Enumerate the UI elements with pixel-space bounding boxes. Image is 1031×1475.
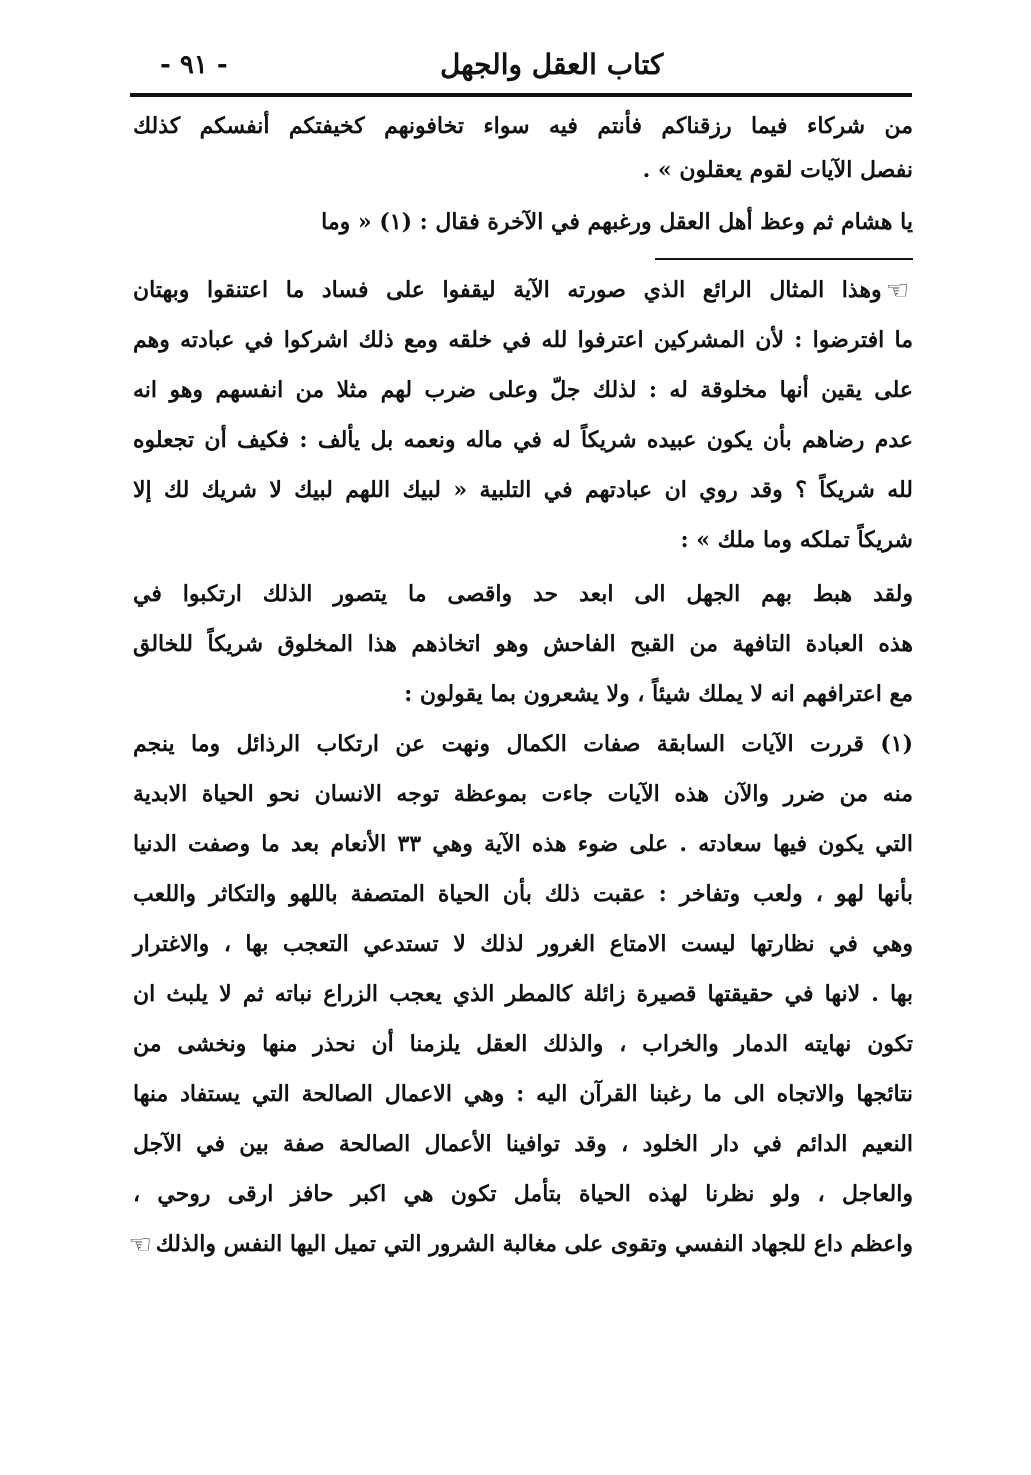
note-line: والعاجل ، ولو نظرنا لهذه الحياة بتأمل تكون هي اكبر حافز ارقى روحي ، xyxy=(133,1181,913,1207)
note-line: بها . لانها في حقيقتها قصيرة زائلة كالمطر الذي يعجب الزراع نباته ثم لا يلبث ان xyxy=(133,981,913,1007)
note-line: بأنها لهو ، ولعب وتفاخر : عقبت ذلك بأن الحياة المتصفة باللهو والتكاثر واللعب xyxy=(133,881,913,907)
note-line: هذه العبادة التافهة من القبح الفاحش وهو اتخاذهم هذا المخلوق شريكاً للخالق xyxy=(133,631,913,657)
header-rule xyxy=(130,93,912,97)
note-line: لله شريكاً ؟ وقد روي ان عبادتهم في التلبية « لبيك اللهم لبيك لا شريك لك إلا xyxy=(133,477,913,503)
note-line: تكون نهايته الدمار والخراب ، والذلك العقل يلزمنا أن نحذر منها ونخشى من xyxy=(133,1031,913,1057)
page-header xyxy=(130,44,910,90)
note-line-text: وهذا المثال الرائع الذي صورته الآية ليقفوا على فساد ما اعتنقوا وبهتان xyxy=(133,277,882,303)
footnote-rule xyxy=(655,258,913,260)
main-text-line: نفصل الآيات لقوم يعقلون » . xyxy=(642,157,913,183)
note-line-text: واعظم داع للجهاد النفسي وتقوى على مغالبة الشرور التي تميل اليها النفس والذلك xyxy=(155,1231,913,1257)
pointing-hand-icon: ☜ xyxy=(885,276,909,306)
note-line: ما افترضوا : لأن المشركين اعترفوا لله في خلقه ومع ذلك اشركوا في عبادته وهم xyxy=(133,327,913,353)
note-line xyxy=(128,1226,913,1266)
page-number: - ٩١ - xyxy=(160,50,228,80)
note-line: (١) قررت الآيات السابقة صفات الكمال ونهت عن ارتكاب الرذائل وما ينجم xyxy=(133,731,913,757)
note-line: شريكاً تملكه وما ملك » : xyxy=(680,527,913,553)
main-text-line: من شركاء فيما رزقناكم فأنتم فيه سواء تخافونهم كخيفتكم أنفسكم كذلك xyxy=(133,113,913,139)
pointing-hand-icon: ☜ xyxy=(128,1230,152,1260)
main-text-line: يا هشام ثم وعظ أهل العقل ورغبهم في الآخرة فقال : (١) « وما xyxy=(321,209,913,235)
note-line: على يقين أنها مخلوقة له : لذلك جلّ وعلى ضرب لهم مثلا من انفسهم وهو انه xyxy=(133,377,913,403)
note-line: نتائجها والاتجاه الى ما رغبنا القرآن اليه : وهي الاعمال الصالحة التي يستفاد منها xyxy=(133,1081,913,1107)
note-line xyxy=(133,272,913,312)
note-line: ولقد هبط بهم الجهل الى ابعد حد واقصى ما يتصور الذلك ارتكبوا في xyxy=(133,581,913,607)
note-line: مع اعترافهم انه لا يملك شيئاً ، ولا يشعرون بما يقولون : xyxy=(404,681,913,707)
note-line: منه من ضرر والآن هذه الآيات جاءت بموعظة توجه الانسان نحو الحياة الابدية xyxy=(133,781,913,807)
running-title: كتاب العقل والجهل xyxy=(440,48,664,81)
note-line: وهي في نظارتها ليست الامتاع الغرور لذلك لا تستدعي التعجب بها ، والاغترار xyxy=(133,931,913,957)
note-line: النعيم الدائم في دار الخلود ، وقد توافينا الأعمال الصالحة صفة بين في الآجل xyxy=(133,1131,913,1157)
note-line: عدم رضاهم بأن يكون عبيده شريكاً له في ماله ونعمه بل يألف : فكيف أن تجعلوه xyxy=(133,427,913,453)
note-line: التي يكون فيها سعادته . على ضوء هذه الآية وهي ٣٣ الأنعام بعد ما وصفت الدنيا xyxy=(133,831,913,857)
